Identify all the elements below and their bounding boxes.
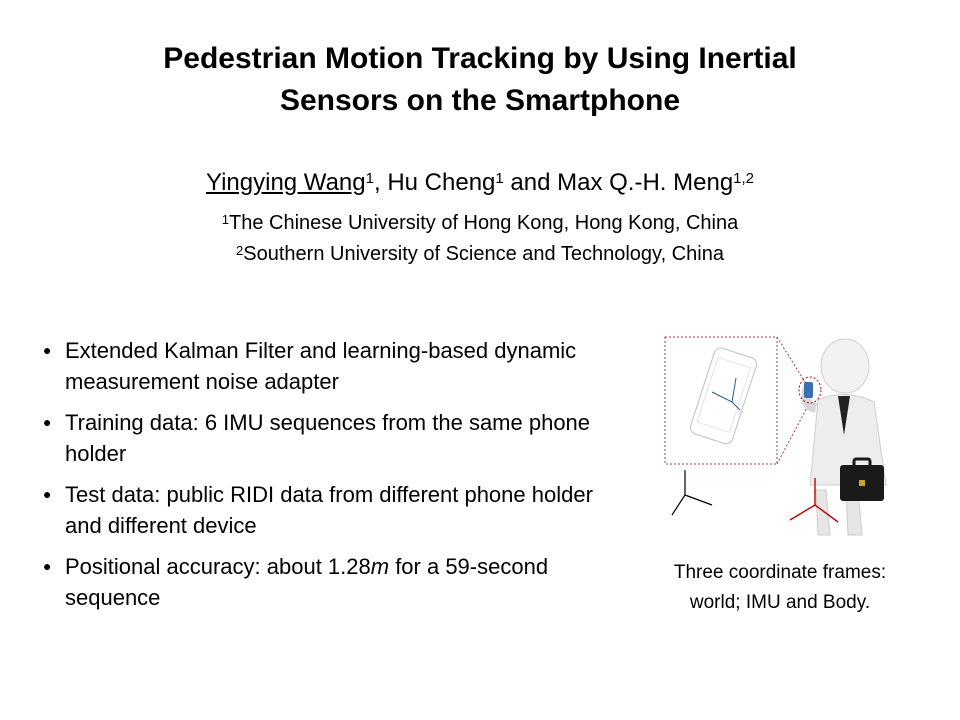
bullet-item-1 xyxy=(40,335,600,397)
author-name-2: Hu Cheng xyxy=(387,169,496,196)
bullet-item-2 xyxy=(40,407,600,469)
bullet-text-4-pre: Positional accuracy: about 1.28 xyxy=(65,554,371,579)
bullet-list xyxy=(40,335,600,623)
caption-line-1: Three coordinate frames: xyxy=(673,562,887,583)
author-sup-3: 1,2 xyxy=(733,170,755,187)
affiliation-2-sup: 2 xyxy=(236,243,244,258)
figure-caption xyxy=(630,558,930,618)
bullet-text-3: Test data: public RIDI data from different phone holder and different device xyxy=(65,482,593,538)
bullet-text-4-unit: m xyxy=(370,554,390,579)
bullet-text-1: Extended Kalman Filter and learning-based dynamic measurement noise adapter xyxy=(65,338,577,394)
title-line-2: Sensors on the Smartphone xyxy=(279,84,681,117)
bullet-text-4-post: for a 59-second sequence xyxy=(65,554,555,610)
title-line-1: Pedestrian Motion Tracking by Using Inertial xyxy=(163,42,797,75)
world-frame-axes-icon xyxy=(672,470,712,515)
affiliation-1-sup: 1 xyxy=(221,212,230,227)
briefcase-icon xyxy=(840,459,884,501)
person-with-phone-illustration xyxy=(640,330,930,540)
author-sup-1: 1 xyxy=(365,170,374,187)
author-list xyxy=(60,168,900,198)
affiliation-2 xyxy=(60,241,900,267)
author-sup-2: 1 xyxy=(495,170,504,187)
zoom-line-bottom xyxy=(777,402,810,464)
imu-axes-icon xyxy=(712,378,740,410)
caption-line-2: world; IMU and Body. xyxy=(689,592,871,613)
bullet-text-2: Training data: 6 IMU sequences from the same phone holder xyxy=(65,410,591,466)
zoom-line-top xyxy=(777,337,810,390)
coordinate-frames-figure xyxy=(640,330,930,540)
bullet-dot-icon: ● xyxy=(43,414,52,430)
person-figure-icon xyxy=(799,339,886,535)
bullet-dot-icon: ● xyxy=(43,342,52,358)
bullet-item-3 xyxy=(40,479,600,541)
author-name-3: Max Q.-H. Meng xyxy=(557,169,734,196)
affiliation-2-text: Southern University of Science and Technology, China xyxy=(243,243,724,265)
slide-title xyxy=(60,38,900,122)
bullet-item-4 xyxy=(40,551,600,613)
author-sep-1: , xyxy=(373,169,388,196)
author-name-1: Yingying Wang xyxy=(205,169,366,196)
bullet-dot-icon: ● xyxy=(43,486,52,502)
author-sep-2: and xyxy=(503,169,558,196)
affiliation-1 xyxy=(60,210,900,236)
bullet-dot-icon: ● xyxy=(43,558,52,574)
zoom-inset-box xyxy=(665,337,777,464)
affiliation-1-text: The Chinese University of Hong Kong, Hong Kong, China xyxy=(229,212,739,234)
phone-outline-icon xyxy=(689,346,759,445)
